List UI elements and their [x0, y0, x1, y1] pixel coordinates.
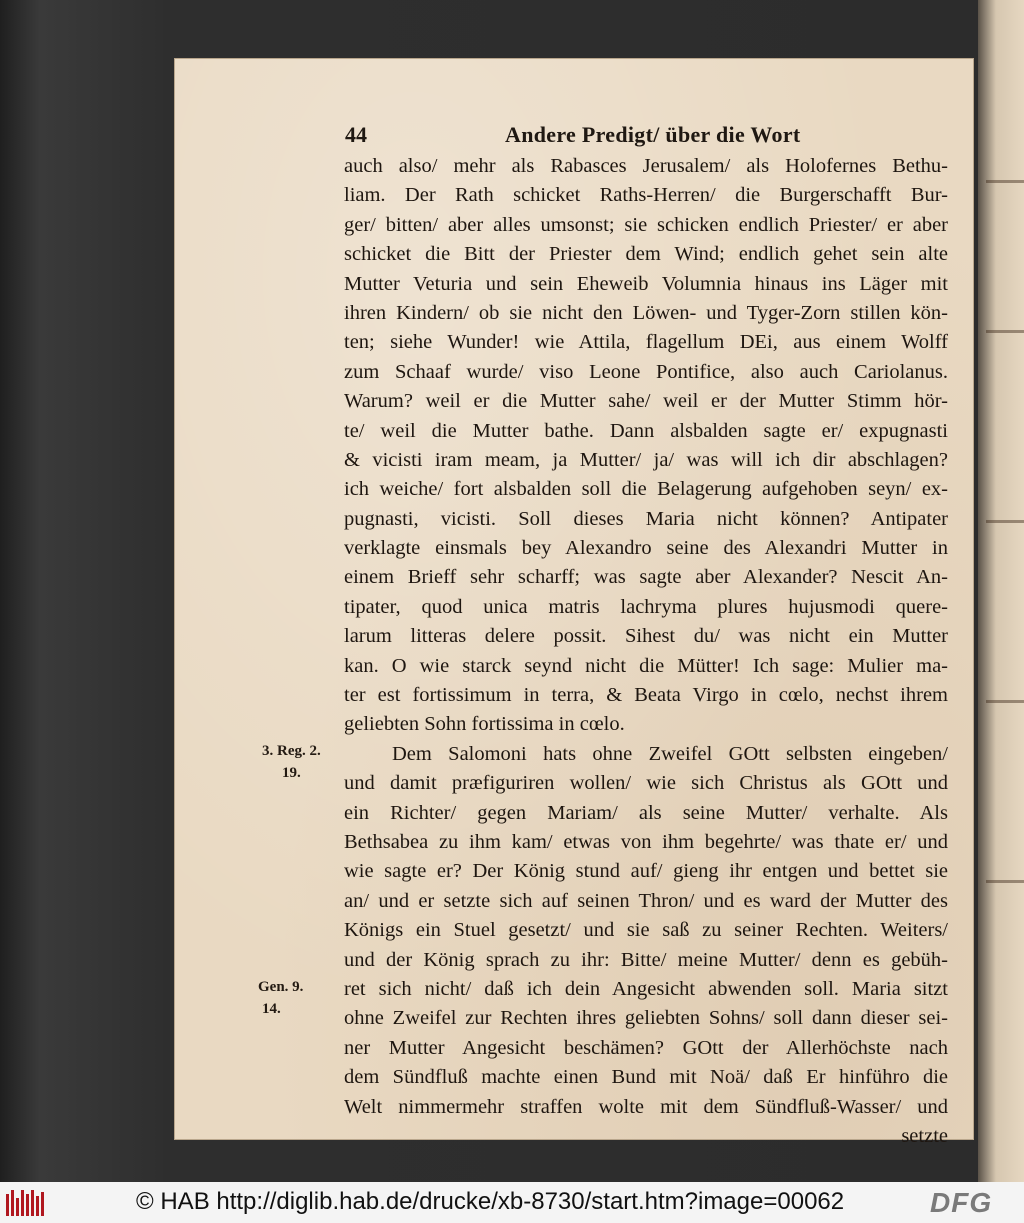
text-line: ret sich nicht/ daß ich dein Angesicht abwenden soll. Maria sitzt: [344, 977, 948, 1000]
text-line: an/ und er setzte sich auf seinen Thron/ und es ward der Mutter des: [344, 889, 948, 912]
text-line: kan. O wie starck seynd nicht die Mütter! Ich sage: Mulier ma-: [344, 654, 948, 677]
edge-text-fragment: [986, 520, 1024, 523]
text-line: liam. Der Rath schicket Raths-Herren/ die Burgerschafft Bur-: [344, 184, 948, 207]
text-line: tipater, quod unica matris lachryma plures hujusmodi quere-: [344, 595, 948, 618]
text-line: zum Schaaf wurde/ viso Leone Pontifice, also auch Cariolanus.: [344, 360, 948, 383]
margin-reference-line: Gen. 9.: [258, 979, 304, 995]
text-line: Bethsabea zu ihm kam/ etwas von ihm begehrte/ was thate er/ und: [344, 830, 948, 853]
edge-text-fragment: [986, 330, 1024, 333]
body-text: [344, 152, 948, 1151]
text-line: auch also/ mehr als Rabasces Jerusalem/ als Holofernes Bethu-: [344, 155, 948, 177]
text-line: verklagte einsmals bey Alexandro seine des Alexandri Mutter in: [344, 537, 948, 560]
next-page-edge: [978, 0, 1024, 1182]
text-line: ihren Kindern/ ob sie nicht den Löwen- und Tyger-Zorn stillen kön-: [344, 301, 948, 324]
text-line: ger/ bitten/ aber alles umsonst; sie schicken endlich Priester/ er aber: [344, 213, 948, 236]
page-header: [345, 118, 945, 152]
text-line: & vicisti iram meam, ja Mutter/ ja/ was will ich dir abschlagen?: [344, 448, 948, 471]
text-line: Mutter Veturia und sein Eheweib Volumnia hinaus ins Läger mit: [344, 272, 948, 295]
dfg-logo: DFG: [930, 1187, 993, 1218]
text-line: larum litteras delere possit. Sihest du/ was nicht ein Mutter: [344, 625, 948, 648]
running-title: Andere Predigt/ über die Wort: [505, 122, 801, 147]
catchword: setzte: [901, 1124, 948, 1147]
text-line: wie sagte er? Der König stund auf/ gieng ihr entgen und bettet sie: [344, 860, 948, 883]
text-line: ohne Zweifel zur Rechten ihres geliebten Sohns/ soll dann dieser sei-: [344, 1007, 948, 1030]
text-line: Dem Salomoni hats ohne Zweifel GOtt selbsten eingeben/: [392, 742, 948, 765]
text-line: ter est fortissimum in terra, & Beata Virgo in cœlo, nechst ihrem: [344, 684, 948, 707]
margin-reference: [262, 740, 321, 784]
text-line: geliebten Sohn fortissima in cœlo.: [344, 713, 625, 736]
text-line: schicket die Bitt der Priester dem Wind; endlich gehet sein alte: [344, 243, 948, 266]
margin-reference-line: 19.: [282, 765, 301, 781]
text-line: und damit præfiguriren wollen/ wie sich Christus als GOtt und: [344, 772, 948, 795]
edge-text-fragment: [986, 700, 1024, 703]
text-line: te/ weil die Mutter bathe. Dann alsbalden sagte er/ expugnasti: [344, 419, 948, 442]
text-line: einem Brieff sehr scharff; was sagte aber Alexander? Nescit An-: [344, 566, 948, 589]
text-line: dem Sündfluß machte einen Bund mit Noä/ daß Er hinführo die: [344, 1066, 948, 1089]
hab-logo-icon: [6, 1190, 46, 1216]
text-line: ner Mutter Angesicht beschämen? GOtt der Allerhöchste nach: [344, 1036, 948, 1059]
text-line: ten; siehe Wunder! wie Attila, flagellum DEi, aus einem Wolff: [344, 331, 948, 354]
text-line: Warum? weil er die Mutter sahe/ weil er der Mutter Stimm hör-: [344, 390, 948, 413]
edge-text-fragment: [986, 880, 1024, 883]
text-line: ich weiche/ fort alsbalden soll die Belagerung aufgehoben seyn/ ex-: [344, 478, 948, 501]
margin-reference-line: 14.: [262, 1001, 281, 1017]
viewer-footer: [0, 1182, 1024, 1223]
text-line: Welt nimmermehr straffen wolte mit dem Sündfluß-Wasser/ und: [344, 1095, 948, 1118]
text-line: und der König sprach zu ihr: Bitte/ meine Mutter/ denn es gebüh-: [344, 948, 948, 971]
text-line: ein Richter/ gegen Mariam/ als seine Mutter/ verhalte. Als: [344, 801, 948, 824]
margin-reference-line: 3. Reg. 2.: [262, 743, 321, 759]
margin-reference: [258, 976, 303, 1020]
text-line: Königs ein Stuel gesetzt/ und sie saß zu seiner Rechten. Weiters/: [344, 919, 948, 942]
page-number: 44: [345, 122, 367, 147]
edge-text-fragment: [986, 180, 1024, 183]
copyright-link[interactable]: © HAB http://diglib.hab.de/drucke/xb-8730/start.htm?image=00062: [136, 1188, 845, 1215]
text-line: pugnasti, vicisti. Soll dieses Maria nicht können? Antipater: [344, 507, 948, 530]
